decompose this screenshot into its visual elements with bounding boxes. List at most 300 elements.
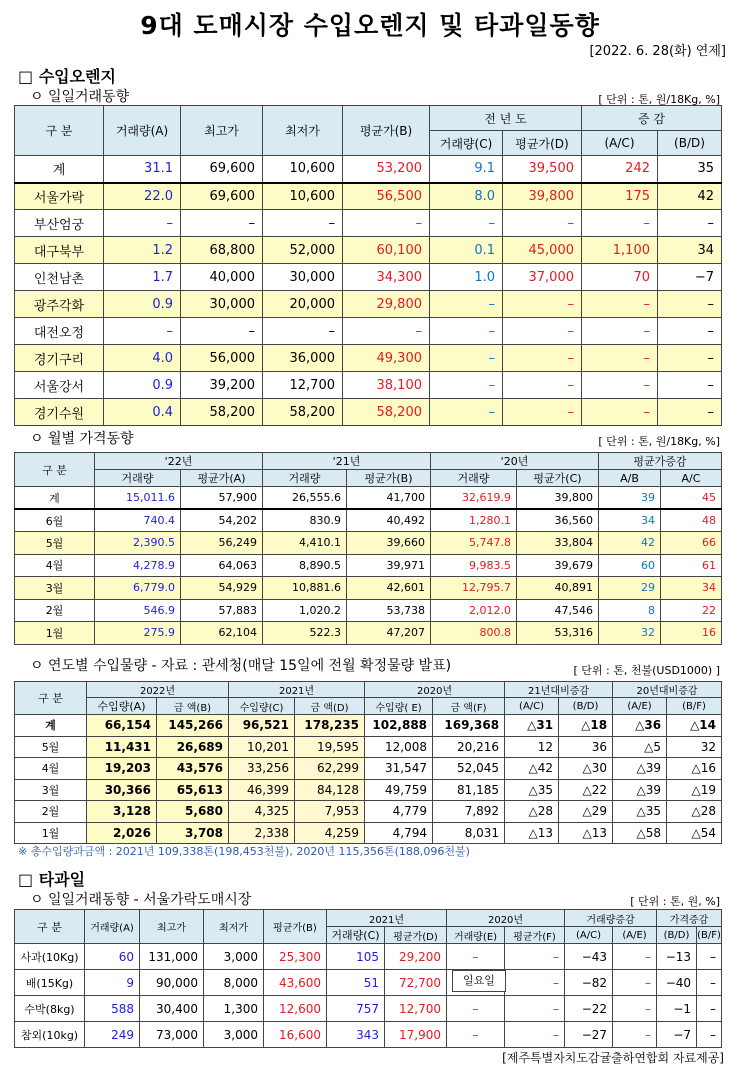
table-cell: 39,200 [181,372,263,399]
table-cell: 8,890.5 [263,554,347,577]
table-cell: 10,600 [263,183,343,210]
table-cell: 12,700 [263,372,343,399]
table-cell: 30,000 [181,291,263,318]
orange-daily-subtitle: ㅇ 일일거래동향 [30,89,130,105]
table-cell: – [503,399,582,426]
table-cell: △30 [559,758,613,780]
table-cell: – [582,372,658,399]
table-cell: △35 [505,779,559,801]
table-cell: – [505,1022,565,1048]
table-cell: 37,000 [503,264,582,291]
table-cell: 17,900 [385,1022,447,1048]
table-cell: 4,794 [365,822,433,844]
table-cell: 66,154 [87,715,157,737]
table-cell: 2,390.5 [95,532,181,555]
table-cell: 4,779 [365,801,433,823]
table-cell: 40,492 [347,509,431,532]
row-label: 2월 [15,801,87,823]
table-cell: 46,399 [229,779,295,801]
table-row [15,970,722,996]
table-cell: 39 [599,487,661,510]
table-cell: −7 [658,264,722,291]
table-cell: 72,700 [385,970,447,996]
table-cell: 58,200 [343,399,430,426]
table-cell: – [582,291,658,318]
table-cell: – [263,318,343,345]
table-cell: 66 [661,532,722,555]
table-cell: 65,613 [157,779,229,801]
table-cell: 35 [658,156,722,183]
table-cell: – [503,318,582,345]
table-cell: 0.1 [430,237,503,264]
table-cell: △42 [505,758,559,780]
table-cell: 53,200 [343,156,430,183]
table-cell: 47,546 [517,599,599,622]
table-cell: – [658,210,722,237]
table-cell: −40 [657,970,697,996]
table-cell: 105 [327,944,385,970]
table-cell: 242 [582,156,658,183]
table-cell: 84,128 [295,779,365,801]
table-cell: 4,259 [295,822,365,844]
row-label: 6월 [15,509,95,532]
table-cell: 42,601 [347,577,431,600]
table-cell: – [447,1022,505,1048]
table-cell: 33,256 [229,758,295,780]
table-cell: – [505,996,565,1022]
table-cell: △35 [613,801,667,823]
row-label: 경기수원 [15,399,104,426]
table-cell: 800.8 [431,622,517,645]
table-cell: 1,020.2 [263,599,347,622]
table-cell: 9 [85,970,140,996]
table-cell: 36,000 [263,345,343,372]
table-cell: – [181,210,263,237]
table-cell: – [503,291,582,318]
table-cell: 10,201 [229,736,295,758]
table-row [15,758,722,780]
table-cell: 39,660 [347,532,431,555]
table-row [15,599,722,622]
table-row [15,345,722,372]
table-cell: – [430,318,503,345]
table-cell: 29,200 [385,944,447,970]
table-cell: 15,011.6 [95,487,181,510]
table-cell: – [658,318,722,345]
table-cell: – [582,399,658,426]
table-cell: 275.9 [95,622,181,645]
table-cell: – [505,970,565,996]
table-cell: 32,619.9 [431,487,517,510]
fruit-daily-unit: [ 단위 : 톤, 원, %] [630,895,720,908]
table-cell: 68,800 [181,237,263,264]
table-cell: −82 [565,970,613,996]
table-cell: 830.9 [263,509,347,532]
table-cell: 34 [661,577,722,600]
table-cell: 2,012.0 [431,599,517,622]
table-cell: 8,000 [204,970,264,996]
table-cell: 546.9 [95,599,181,622]
table-cell: 60,100 [343,237,430,264]
table-cell: −7 [657,1022,697,1048]
table-cell: – [430,291,503,318]
table-cell: 60 [85,944,140,970]
table-cell: 52,045 [433,758,505,780]
table-cell: 48 [661,509,722,532]
table-cell: – [104,210,181,237]
table-cell: 41,700 [347,487,431,510]
table-cell: 19,203 [87,758,157,780]
table-row [15,801,722,823]
table-cell: △28 [505,801,559,823]
table-cell: – [697,1022,722,1048]
row-label: 계 [15,715,87,737]
table-cell: −22 [565,996,613,1022]
table-cell: 8 [599,599,661,622]
table-cell: 20,000 [263,291,343,318]
table-cell: 2,026 [87,822,157,844]
table-cell: 34 [658,237,722,264]
table-cell: 43,576 [157,758,229,780]
table-cell: – [613,970,657,996]
table-row [15,156,722,183]
table-cell: 5,680 [157,801,229,823]
table-cell: 90,000 [140,970,204,996]
orange-monthly-table: 구 분 '22년 '21년 '20년 평균가증감 거래량 평균가(A) 거래량 평균가(B) 거래량 평균가(C) A/B A/C 계 15,011.6 57,900 26,555.6 41,700 32,619.9 39,800 39 45 6월 740.4 54,202 830.9 40,492 1,280.1 36,560 34 48 5월 2,390.5 56,249 4,410.1 39,660 5,747.8 33,804 42 66 4월 4,278.9 64,063 8,890.5 39,971 9,983.5 39,679 60 61 3월 6,779.0 54,929 10,881.6 42,601 12,795.7 40,891 29 34 2월 546.9 57,883 1,020.2 53,738 2,012.0 47,546 8 22 1월 275.9 62,104 522.3 47,207 800.8 53,316 32 16 [14,452,722,645]
table-cell: 3,000 [204,1022,264,1048]
orange-import-subtitle: ㅇ 연도별 수입물량 - 자료 : 관세청(매달 15일에 전월 확정물량 발표) [30,658,452,674]
row-label: 배(15Kg) [15,970,85,996]
table-cell: 47,207 [347,622,431,645]
table-cell: 56,500 [343,183,430,210]
table-cell: 73,000 [140,1022,204,1048]
source-footer: [제주특별자치도감귤출하연합회 자료제공] [502,1051,724,1065]
table-cell: 22 [661,599,722,622]
table-cell: 39,800 [517,487,599,510]
table-cell: 58,200 [263,399,343,426]
table-cell: – [181,318,263,345]
table-cell: 343 [327,1022,385,1048]
table-cell: 9.1 [430,156,503,183]
table-cell: 1,300 [204,996,264,1022]
table-cell: △36 [613,715,667,737]
table-cell: △29 [559,801,613,823]
table-cell: 12,008 [365,736,433,758]
table-cell: △18 [559,715,613,737]
orange-monthly-unit: [ 단위 : 톤, 원/18Kg, %] [598,435,720,448]
table-row [15,822,722,844]
table-cell: 32 [599,622,661,645]
orange-import-unit: [ 단위 : 톤, 천불(USD1000) ] [573,664,720,677]
table-cell: 588 [85,996,140,1022]
row-label: 계 [15,156,104,183]
table-cell: – [658,291,722,318]
table-cell: −27 [565,1022,613,1048]
table-cell: △13 [559,822,613,844]
table-cell: 22.0 [104,183,181,210]
table-cell: 30,400 [140,996,204,1022]
table-cell: △16 [667,758,722,780]
table-cell: 145,266 [157,715,229,737]
table-cell: △31 [505,715,559,737]
table-row [15,509,722,532]
table-cell: 4.0 [104,345,181,372]
table-cell: △13 [505,822,559,844]
table-row [15,487,722,510]
table-cell: 39,500 [503,156,582,183]
table-cell: 42 [658,183,722,210]
table-cell: 36,560 [517,509,599,532]
table-row [15,372,722,399]
table-cell: – [658,399,722,426]
table-cell: – [505,944,565,970]
row-label: 2월 [15,599,95,622]
table-cell: 3,000 [204,944,264,970]
table-cell: – [697,996,722,1022]
table-cell: 39,800 [503,183,582,210]
row-label: 대구북부 [15,237,104,264]
table-cell: 25,300 [264,944,327,970]
table-row [15,399,722,426]
row-label: 수박(8kg) [15,996,85,1022]
table-cell: – [104,318,181,345]
table-row [15,715,722,737]
table-cell: △54 [667,822,722,844]
orange-daily-unit: [ 단위 : 톤, 원/18Kg, %] [598,93,720,106]
table-cell: 29 [599,577,661,600]
table-row [15,996,722,1022]
table-cell: – [613,996,657,1022]
table-row [15,237,722,264]
table-row [15,532,722,555]
table-cell: 26,689 [157,736,229,758]
table-cell: −13 [657,944,697,970]
table-cell: 0.9 [104,291,181,318]
table-cell: 32 [667,736,722,758]
row-label: 대전오정 [15,318,104,345]
table-cell: 1.0 [430,264,503,291]
table-cell: 45,000 [503,237,582,264]
row-label: 참외(10kg) [15,1022,85,1048]
row-label: 1월 [15,822,87,844]
table-cell: 81,185 [433,779,505,801]
table-cell: – [582,210,658,237]
table-cell: – [503,372,582,399]
table-cell: – [582,345,658,372]
page-title: 9대 도매시장 수입오렌지 및 타과일동향 [140,11,600,40]
import-total-note: ※ 총수입량과금액 : 2021년 109,338톤(198,453천불), 2020년 115,356톤(188,096천불) [18,845,470,858]
table-cell: 49,759 [365,779,433,801]
table-cell: – [613,944,657,970]
table-cell: 69,600 [181,183,263,210]
table-cell: 34,300 [343,264,430,291]
table-cell: 60 [599,554,661,577]
table-cell: 3,708 [157,822,229,844]
row-label: 5월 [15,532,95,555]
table-cell: 40,000 [181,264,263,291]
table-cell: 53,316 [517,622,599,645]
table-cell: – [447,996,505,1022]
table-cell: 740.4 [95,509,181,532]
section-other-fruit: □ 타과일 [18,870,86,889]
table-cell: △5 [613,736,667,758]
table-cell: 62,299 [295,758,365,780]
table-cell: 31.1 [104,156,181,183]
orange-import-table: 구 분 2022년 2021년 2020년 21년대비증감 20년대비증감 수입량(A) 금 액(B) 수입량(C) 금 액(D) 수입량( E) 금 액(F) (A/C) (B/D) (A/E) (B/F) 계 66,154 145,266 96,521 178,235 102,888 169,368 △31 △18 △36 △14 5월 11,431 26,689 10,201 19,595 12,008 20,216 12 36 △5 32 4월 19,203 43,576 33,256 62,299 31,547 52,045 △42 △30 △39 △16 3월 30,366 65,613 46,399 84,128 49,759 81,185 △35 △22 △39 △19 2월 3,128 5,680 4,325 7,953 4,779 7,892 △28 △29 △35 △28 1월 2,026 3,708 2,338 4,259 4,794 8,031 △13 △13 △58 △54 [14,681,722,844]
table-cell: 33,804 [517,532,599,555]
table-cell: 16,600 [264,1022,327,1048]
table-cell: – [658,345,722,372]
table-cell: 12,600 [264,996,327,1022]
table-cell: 0.4 [104,399,181,426]
table-row [15,264,722,291]
table-cell: △39 [613,779,667,801]
table-cell: △14 [667,715,722,737]
table-cell: – [263,210,343,237]
table-cell: 57,900 [181,487,263,510]
table-cell: 29,800 [343,291,430,318]
row-label: 3월 [15,577,95,600]
table-cell: 61 [661,554,722,577]
table-cell: 522.3 [263,622,347,645]
row-label: 사과(10Kg) [15,944,85,970]
table-cell: – [503,210,582,237]
table-row [15,210,722,237]
table-cell: 10,600 [263,156,343,183]
table-cell: 62,104 [181,622,263,645]
table-cell: 8,031 [433,822,505,844]
table-cell: 42 [599,532,661,555]
table-cell: △19 [667,779,722,801]
table-cell: 178,235 [295,715,365,737]
table-cell: 45 [661,487,722,510]
table-cell: 16 [661,622,722,645]
table-cell: −1 [657,996,697,1022]
table-cell: 102,888 [365,715,433,737]
table-row [15,622,722,645]
table-row [15,291,722,318]
table-cell: △58 [613,822,667,844]
table-row [15,183,722,210]
table-cell: 31,547 [365,758,433,780]
table-cell: 0.9 [104,372,181,399]
table-cell: 57,883 [181,599,263,622]
table-cell: 34 [599,509,661,532]
table-cell: – [430,345,503,372]
table-row [15,779,722,801]
table-cell: 20,216 [433,736,505,758]
table-row [15,554,722,577]
table-cell: 4,278.9 [95,554,181,577]
table-cell: 11,431 [87,736,157,758]
table-cell: – [658,372,722,399]
table-cell: 175 [582,183,658,210]
row-label: 3월 [15,779,87,801]
table-cell: 1.2 [104,237,181,264]
table-row [15,318,722,345]
table-cell: 1.7 [104,264,181,291]
row-label: 4월 [15,554,95,577]
table-cell: – [430,210,503,237]
table-cell: 8.0 [430,183,503,210]
table-cell: – [582,318,658,345]
table-cell: – [343,318,430,345]
row-label: 4월 [15,758,87,780]
table-cell: 6,779.0 [95,577,181,600]
table-cell: 2,338 [229,822,295,844]
table-cell: 7,892 [433,801,505,823]
table-cell: 1,100 [582,237,658,264]
table-cell: – [503,345,582,372]
table-cell: 4,410.1 [263,532,347,555]
table-cell: 1,280.1 [431,509,517,532]
table-cell: – [613,1022,657,1048]
table-cell: 30,366 [87,779,157,801]
table-cell: 70 [582,264,658,291]
orange-monthly-subtitle: ㅇ 월별 가격동향 [30,431,134,447]
table-cell: 12,700 [385,996,447,1022]
table-cell: 131,000 [140,944,204,970]
table-cell: 3,128 [87,801,157,823]
row-label: 부산엄궁 [15,210,104,237]
table-cell: 54,202 [181,509,263,532]
table-cell: – [697,944,722,970]
table-cell: 54,929 [181,577,263,600]
table-cell: 12 [505,736,559,758]
table-cell: △22 [559,779,613,801]
table-cell: 40,891 [517,577,599,600]
holiday-label: 일요일 [452,970,506,992]
row-label: 서울가락 [15,183,104,210]
table-cell: 10,881.6 [263,577,347,600]
table-cell: 56,000 [181,345,263,372]
table-cell: △39 [613,758,667,780]
table-row [15,577,722,600]
table-cell: 12,795.7 [431,577,517,600]
table-cell: 49,300 [343,345,430,372]
table-cell: 19,595 [295,736,365,758]
table-cell: 64,063 [181,554,263,577]
table-cell: – [430,399,503,426]
table-cell: 53,738 [347,599,431,622]
table-cell: 36 [559,736,613,758]
table-cell: 4,325 [229,801,295,823]
row-label: 광주각화 [15,291,104,318]
table-cell: 69,600 [181,156,263,183]
table-cell: 30,000 [263,264,343,291]
table-cell: 169,368 [433,715,505,737]
table-cell: −43 [565,944,613,970]
table-cell: 9,983.5 [431,554,517,577]
table-cell: 56,249 [181,532,263,555]
table-cell: 43,600 [264,970,327,996]
row-label: 인천남촌 [15,264,104,291]
table-cell: 58,200 [181,399,263,426]
table-cell: – [697,970,722,996]
table-cell: 52,000 [263,237,343,264]
table-cell: 96,521 [229,715,295,737]
table-cell: 39,971 [347,554,431,577]
table-cell: – [447,944,505,970]
table-cell: 26,555.6 [263,487,347,510]
table-cell: 5,747.8 [431,532,517,555]
table-cell: △28 [667,801,722,823]
row-label: 계 [15,487,95,510]
table-row [15,736,722,758]
table-cell: – [430,372,503,399]
table-cell: 38,100 [343,372,430,399]
table-cell: 249 [85,1022,140,1048]
